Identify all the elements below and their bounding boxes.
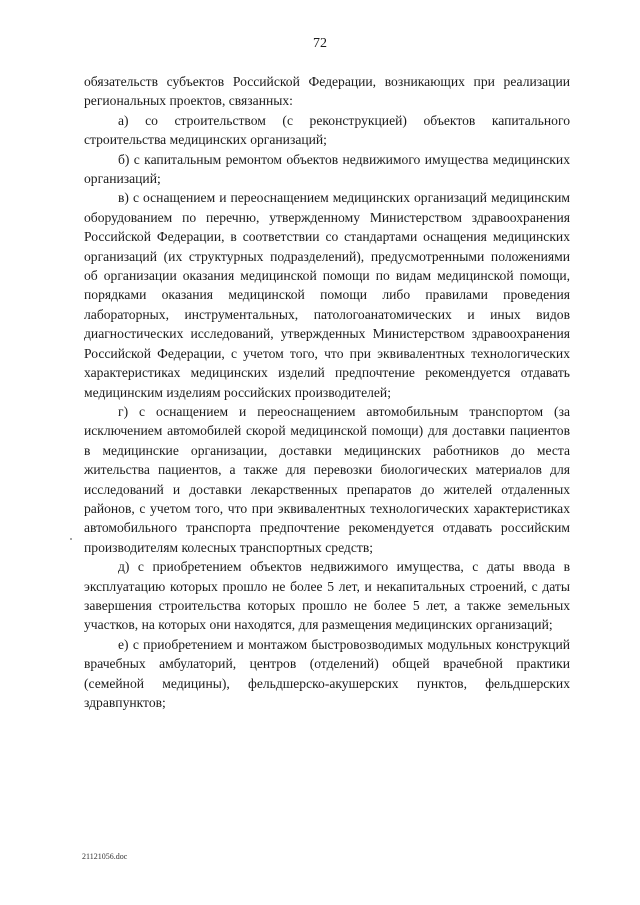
- paragraph-intro: обязательств субъектов Российской Федерации, возникающих при реализации региональных проектов, связанных:: [84, 74, 570, 109]
- footer-file-code: 21121056.doc: [82, 852, 128, 861]
- document-body: [84, 72, 570, 712]
- paragraph-item-e: е) с приобретением и монтажом быстровозводимых модульных конструкций врачебных амбулаторий, центров (отделений) общей врачебной практики (семейной медицины), фельдшерско-акушерских пунктов, фельдшерских здравпунктов;: [84, 636, 570, 710]
- paragraph-item-v: в) с оснащением и переоснащением медицинских организаций медицинским оборудованием по перечню, утвержденному Министерством здравоохранения Российской Федерации, в соответствии со стандартами оснащения медицинских организаций (их структурных подразделений), предусмотренными положениями об организации оказания медицинской помощи по видам медицинской помощи, порядками оказания медицинской помощи либо правилами проведения лабораторных, инструментальных, патологоанатомических и иных видов диагностических исследований, утвержденных Министерством здравоохранения Российской Федерации, с учетом того, что при эквивалентных технологических характеристиках медицинских изделий предпочтение рекомендуется отдавать медицинским изделиям российских производителей;: [84, 190, 570, 400]
- paragraph-item-b: б) с капитальным ремонтом объектов недвижимого имущества медицинских организаций;: [84, 151, 570, 187]
- paragraph-item-g: г) с оснащением и переоснащением автомобильным транспортом (за исключением автомобилей скорой медицинской помощи) для доставки пациентов в медицинские организации, доставки медицинских работников до места жительства пациентов, а также для перевозки биологических материалов для исследований и доставки лекарственных препаратов до жителей отдаленных районов, с учетом того, что при эквивалентных технологических характеристиках автомобильного транспорта предпочтение рекомендуется отдавать российским производителям колесных транспортных средств;: [84, 403, 570, 555]
- paragraph-item-a: а) со строительством (с реконструкцией) объектов капитального строительства медицинских организаций;: [84, 112, 570, 148]
- paragraph-item-d: д) с приобретением объектов недвижимого имущества, с даты ввода в эксплуатацию которых прошло не более 5 лет, и некапитальных строений, с даты завершения строительства которых прошло не более 5 лет, а также земельных участков, на которых они находятся, для размещения медицинских организаций;: [84, 559, 570, 633]
- page-number: 72: [313, 36, 327, 51]
- scan-dot-mark: [70, 538, 72, 540]
